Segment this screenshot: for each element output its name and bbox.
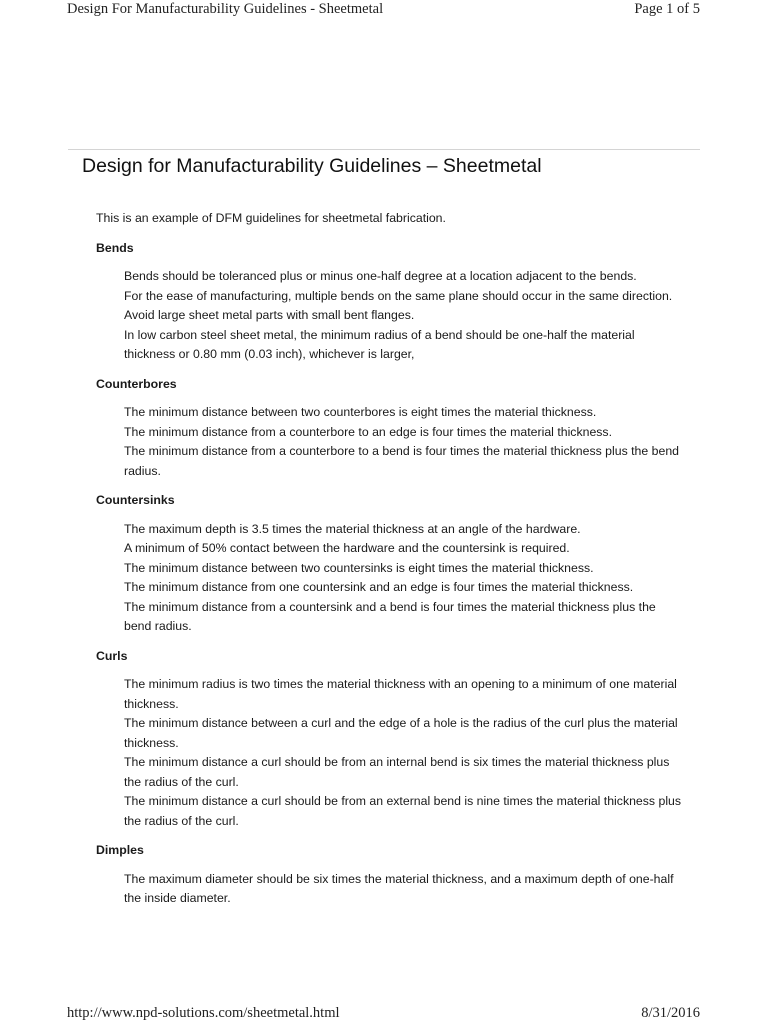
section-heading: Countersinks: [96, 493, 175, 507]
title-divider: [68, 149, 700, 150]
section-heading: Bends: [96, 240, 134, 255]
guideline-item: The minimum distance from one countersink and an edge is four times the material thickness.: [124, 580, 634, 594]
guideline-list: [96, 267, 686, 365]
sections-container: [96, 239, 686, 909]
guideline-item: The minimum distance from a countersink and a bend is four times the material thickness plus the bend radius.: [124, 599, 656, 633]
section-heading: Dimples: [96, 843, 144, 857]
section-curls: [96, 647, 686, 832]
section-heading: Counterbores: [96, 376, 177, 391]
guideline-item: The maximum diameter should be six times the material thickness, and a maximum depth of one-half the inside diameter.: [124, 871, 674, 905]
print-header: [67, 1, 700, 18]
print-date: 8/31/2016: [641, 1005, 700, 1021]
section-heading: Curls: [96, 648, 128, 663]
document-body: [96, 209, 686, 919]
page-title: Design for Manufacturability Guidelines – Sheetmetal: [82, 155, 542, 177]
guideline-item: In low carbon steel sheet metal, the minimum radius of a bend should be one-half the material thickness or 0.80 mm (0.03 inch), whichever is larger,: [124, 327, 635, 361]
guideline-list: [96, 520, 686, 637]
guideline-item: The minimum distance between two countersinks is eight times the material thickness.: [124, 560, 594, 575]
guideline-item: The minimum distance from a counterbore to a bend is four times the material thickness plus the bend radius.: [124, 444, 679, 478]
guideline-item: The minimum distance between a curl and the edge of a hole is the radius of the curl plus the material thickness.: [124, 716, 678, 750]
guideline-item: The maximum depth is 3.5 times the material thickness at an angle of the hardware.: [124, 521, 581, 536]
section-dimples: [96, 841, 686, 909]
section-bends: [96, 239, 686, 365]
guideline-item: For the ease of manufacturing, multiple bends on the same plane should occur in the same direction.: [124, 288, 673, 303]
print-footer: [67, 1005, 700, 1022]
source-url: http://www.npd-solutions.com/sheetmetal.html: [67, 1005, 340, 1021]
intro-text: This is an example of DFM guidelines for sheetmetal fabrication.: [96, 211, 446, 225]
guideline-item: The minimum distance from a counterbore to an edge is four times the material thickness.: [124, 424, 612, 439]
section-countersinks: [96, 491, 686, 637]
guideline-item: Avoid large sheet metal parts with small bent flanges.: [124, 308, 415, 322]
guideline-list: [96, 403, 686, 481]
guideline-item: The minimum radius is two times the material thickness with an opening to a minimum of one material thickness.: [124, 677, 677, 711]
guideline-item: The minimum distance between two counterbores is eight times the material thickness.: [124, 405, 597, 419]
guideline-item: The minimum distance a curl should be from an external bend is nine times the material thickness plus the radius of the curl.: [124, 794, 682, 828]
guideline-item: The minimum distance a curl should be from an internal bend is six times the material thickness plus the radius of the curl.: [124, 755, 670, 789]
guideline-list: [96, 870, 686, 909]
section-counterbores: [96, 375, 686, 482]
guideline-item: A minimum of 50% contact between the hardware and the countersink is required.: [124, 541, 570, 555]
guideline-list: [96, 675, 686, 831]
print-header-title: Design For Manufacturability Guidelines - Sheetmetal: [67, 1, 384, 17]
page-indicator: Page 1 of 5: [634, 1, 700, 17]
guideline-item: Bends should be toleranced plus or minus one-half degree at a location adjacent to the bends.: [124, 269, 637, 283]
